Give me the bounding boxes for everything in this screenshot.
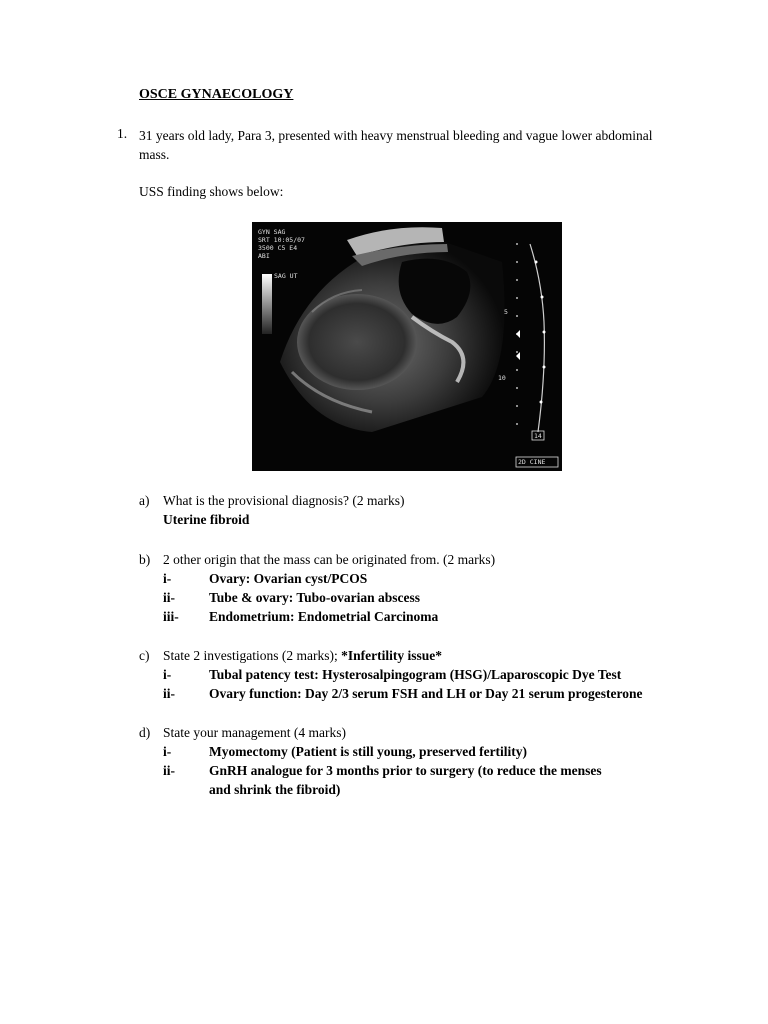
overlay-line-1: GYN SAG (258, 228, 286, 236)
ultrasound-image (252, 222, 562, 471)
probe-label: SAG UT (274, 272, 298, 280)
part-d (139, 723, 719, 803)
item-number: i- (163, 744, 172, 759)
item-number: iii- (163, 609, 179, 624)
item-text-continuation: and shrink the fibroid) (209, 782, 341, 797)
item-text: Ovary: Ovarian cyst/PCOS (209, 571, 368, 586)
depth-mark-10: 10 (498, 374, 506, 382)
question-text: 31 years old lady, Para 3, presented with heavy menstrual bleeding and vague lower abdominal mass. (139, 128, 653, 162)
item-text: Endometrium: Endometrial Carcinoma (209, 609, 439, 624)
question-number: 1. (117, 126, 128, 141)
overlay-line-2: SRT 10:05/07 (258, 236, 305, 244)
item-text: Tube & ovary: Tubo-ovarian abscess (209, 590, 421, 605)
item-number: i- (163, 571, 172, 586)
document-title: OSCE GYNAECOLOGY (139, 87, 294, 102)
item-number: ii- (163, 686, 175, 701)
part-c-stem-text: State 2 investigations (2 marks); (163, 648, 338, 663)
part-c-letter: c) (139, 648, 150, 663)
part-c-stem (163, 646, 442, 665)
infertility-note: *Infertility issue* (341, 648, 442, 663)
item-text: Myomectomy (Patient is still young, preserved fertility) (209, 744, 528, 759)
depth-mark-5: 5 (504, 308, 508, 316)
part-a-answer: Uterine fibroid (163, 512, 250, 527)
item-number: i- (163, 667, 172, 682)
item-text: GnRH analogue for 3 months prior to surgery (to reduce the menses (209, 763, 602, 778)
part-d-letter: d) (139, 725, 151, 740)
uss-label: USS finding shows below: (139, 184, 284, 199)
overlay-line-4: ABI (258, 252, 270, 260)
part-c (139, 646, 719, 706)
part-b (139, 550, 719, 630)
frame-label: 14 (534, 432, 542, 440)
part-a-stem: What is the provisional diagnosis? (2 marks) (163, 493, 405, 508)
part-d-stem: State your management (4 marks) (163, 725, 346, 740)
cine-label: 2D CINE (518, 458, 546, 466)
part-b-stem: 2 other origin that the mass can be originated from. (2 marks) (163, 552, 496, 567)
overlay-line-3: 3500 C5 E4 (258, 244, 298, 252)
item-number: ii- (163, 763, 175, 778)
item-text: Tubal patency test: Hysterosalpingogram (HSG)/Laparoscopic Dye Test (209, 667, 622, 682)
part-a-letter: a) (139, 493, 150, 508)
item-number: ii- (163, 590, 175, 605)
item-text: Ovary function: Day 2/3 serum FSH and LH or Day 21 serum progesterone (209, 686, 643, 701)
part-b-letter: b) (139, 552, 151, 567)
